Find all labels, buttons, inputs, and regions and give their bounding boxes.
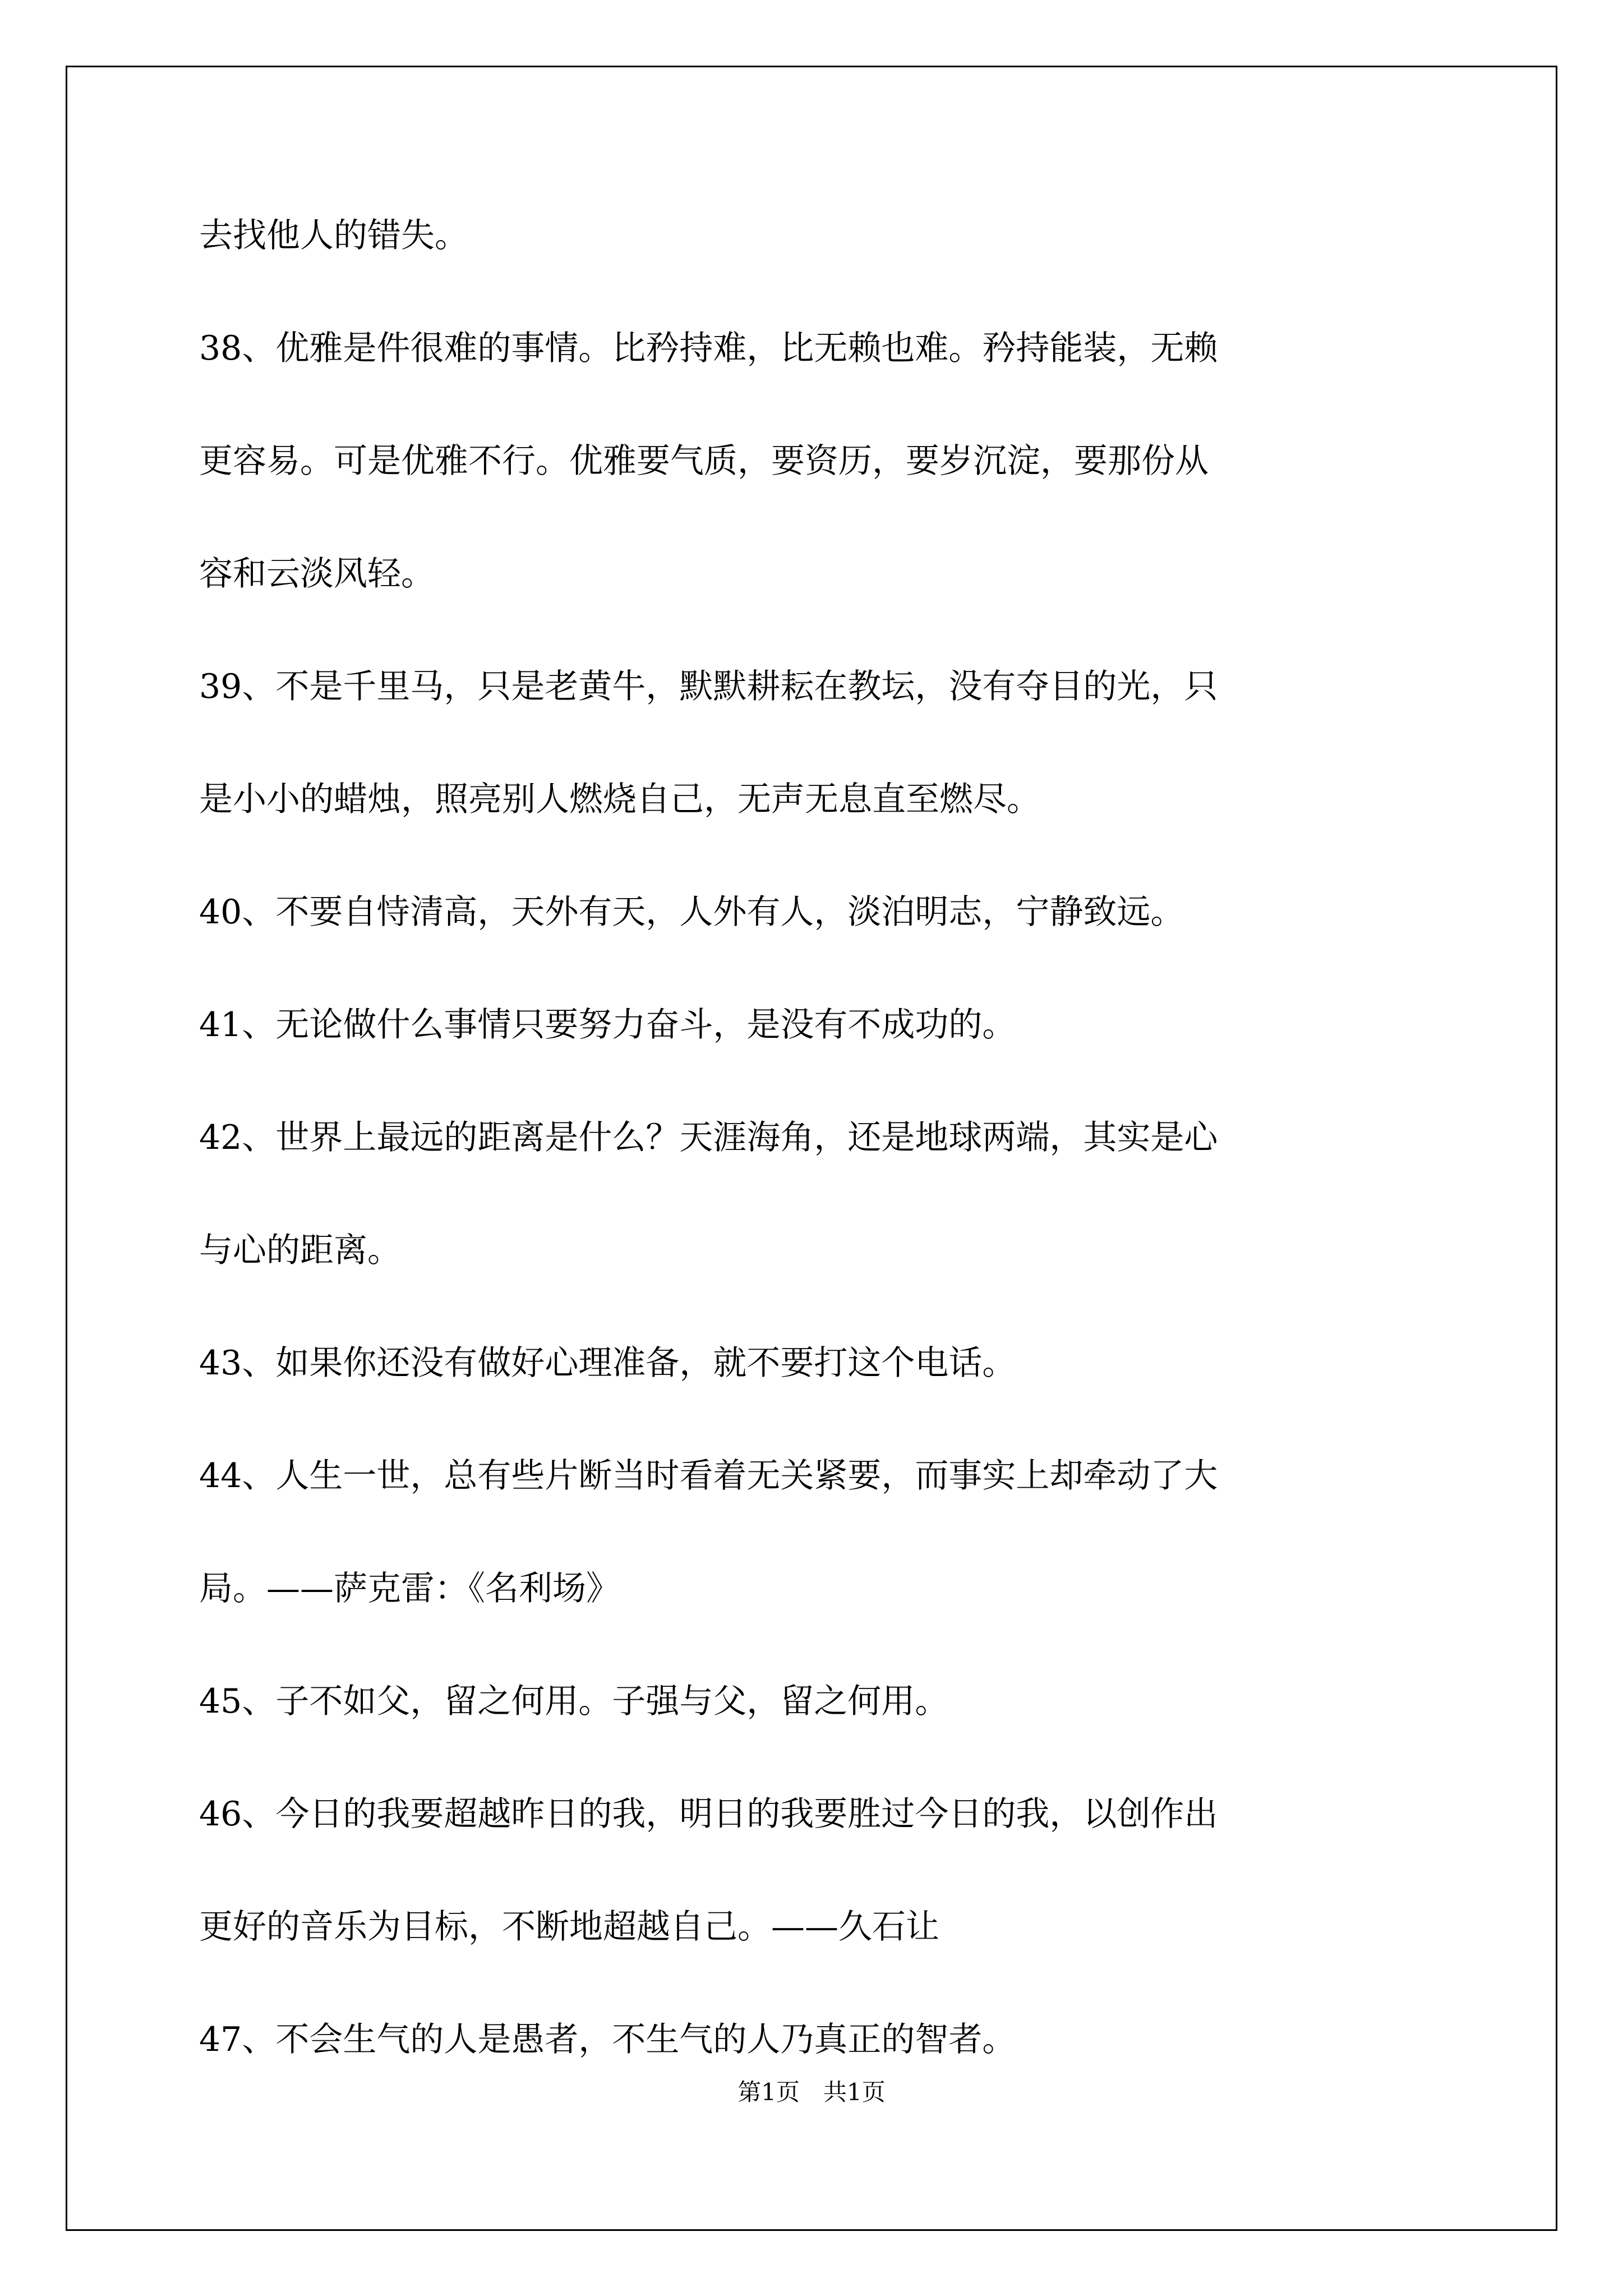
text-line: 与心的距离。 — [199, 1231, 401, 1270]
document-body — [199, 213, 1433, 2130]
text-line: 是小小的蜡烛，照亮别人燃烧自己，无声无息直至燃尽。 — [199, 780, 1040, 819]
text-line: 更容易。可是优雅不行。优雅要气质，要资历，要岁沉淀，要那份从 — [199, 441, 1209, 481]
text-line: 47、不会生气的人是愚者，不生气的人乃真正的智者。 — [199, 2020, 1016, 2059]
text-line: 去找他人的错失。 — [199, 216, 468, 255]
page-footer: 第1页 共1页 — [737, 2078, 886, 2106]
text-line: 38、优雅是件很难的事情。比矜持难，比无赖也难。矜持能装，无赖 — [199, 329, 1218, 368]
text-line: 更好的音乐为目标，不断地超越自己。——久石让 — [199, 1907, 939, 1947]
text-line: 42、世界上最远的距离是什么？天涯海角，还是地球两端，其实是心 — [199, 1118, 1218, 1157]
text-line: 43、如果你还没有做好心理准备，就不要打这个电话。 — [199, 1343, 1016, 1383]
text-line: 44、人生一世，总有些片断当时看着无关紧要，而事实上却牵动了大 — [199, 1456, 1218, 1496]
text-line: 41、无论做什么事情只要努力奋斗，是没有不成功的。 — [199, 1005, 1016, 1045]
text-line: 45、子不如父，留之何用。子强与父，留之何用。 — [199, 1682, 949, 1721]
text-line: 局。——萨克雷：《名利场》 — [199, 1569, 620, 1608]
text-line: 40、不要自恃清高，天外有天，人外有人，淡泊明志，宁静致远。 — [199, 892, 1184, 932]
text-line: 46、今日的我要超越昨日的我，明日的我要胜过今日的我，以创作出 — [199, 1795, 1218, 1834]
text-line: 容和云淡风轻。 — [199, 554, 435, 593]
text-line: 39、不是千里马，只是老黄牛，默默耕耘在教坛，没有夺目的光，只 — [199, 667, 1218, 706]
